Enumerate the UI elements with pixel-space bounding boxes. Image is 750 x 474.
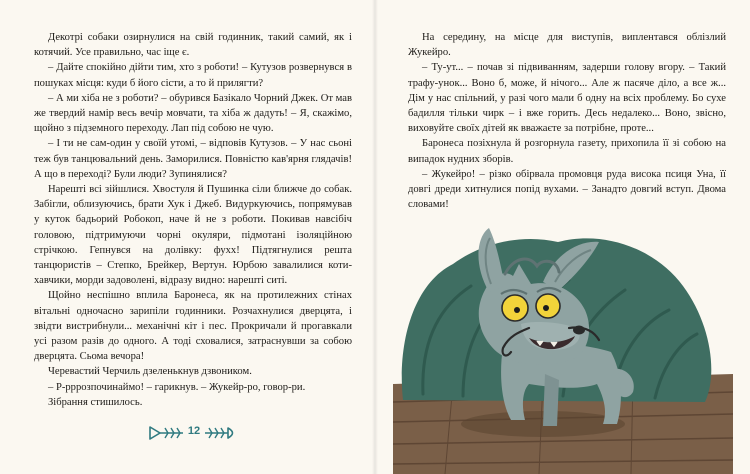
paragraph: Щойно неспішно вплила Баронеса, як на протилежних стінах вітальні одночасно зарипіли годинники. Розчахнулися дверцята, і звідти вистрибнули... механічні кіт і пес. Прокричали й прогавкали усі разом разів до одного. А тоді сховалися, затраснувши за собою дверцята. Сьома вечора! bbox=[34, 290, 352, 363]
dog-illustration bbox=[393, 224, 733, 474]
page-folio bbox=[148, 424, 238, 442]
paragraph: Нарешті всі зійшлися. Хвостуля й Пушинка сіли ближче до собак. Забігли, облизуючись, брати Хук і Джеб. Видуркуючись, попрямував у куток бадьорий Робокоп, наче й не з роботи. Покивав навсібіч головою, підтримуючи чорні окуляри, підмотані ізоляційною стрічкою. Гепнувся на долівку: фухх! Підтягнулися решта танцюристів – Степко, Брейкер, Вертун. Юрбою завалилися коти-хавчики, морди задоволені, відразу видно: нарешті ситі. bbox=[34, 184, 352, 287]
paragraph: – Дайте спокійно дійти тим, хто з роботи! – Кутузов розвернувся в пошуках місця: куди б його сісти, а то й прилягти? bbox=[34, 62, 352, 89]
paragraph: – Р-рррозпочинаймо! – гарикнув. – Жукейр-ро, говор-ри. bbox=[48, 381, 306, 393]
page-number: 12 bbox=[187, 425, 201, 437]
paragraph: Баронеса позіхнула й розгорнула газету, прихопила її зі собою на випадок нудних зборів. bbox=[408, 138, 726, 165]
paragraph: Зібрання стишилось. bbox=[48, 396, 143, 408]
paragraph: На середину, на місце для виступів, виплентався облізлий Жукейро. bbox=[408, 32, 726, 59]
paragraph: Черевастий Черчиль дзеленькнув дзвоником. bbox=[48, 366, 252, 378]
paragraph: – Ту-ут... – почав зі підвиванням, задерши голову вгору. – Такий трафу-унок... Воно б, може, й нічого... Але ж пасяче діло, а все ж... Дім у нас спільний, у разі чого мали б одну на всіх проблему. Бо сухе бадилля тільки чирк – і вже горить. Десь недалеко... Воно, звісно, виховуйте своїх дітей як вважаєте за потрібне, проте... bbox=[408, 62, 726, 135]
paragraph: – Жукейро! – різко обірвала промовця руда висока псиця Уна, її довгі дреди хитнулися попід вухами. – Занадто довгий вступ. Двома словами! bbox=[408, 168, 726, 211]
paragraph: Декотрі собаки озирнулися на свій годинник, такий самий, як і котячий. Усе правильно, час іще є. bbox=[34, 32, 352, 59]
right-page bbox=[375, 0, 750, 474]
paragraph: – І ти не сам-один у своїй утомі, – відповів Кутузов. – У нас сьоні теж був танцювальний день. Заморилися. Повністю кав'ярня глядачів! А що в переході? Були люди? Зупинялися? bbox=[34, 138, 352, 180]
paragraph: – А ми хіба не з роботи? – обурився Базікало Чорний Джек. От мав же твердий намір весь вечір мовчати, та хіба ж дадуть! – Я, скажімо, щойно з підземного переходу. Лап під собою не чую. bbox=[34, 92, 352, 135]
right-page-text bbox=[408, 30, 726, 212]
left-page-text bbox=[34, 30, 352, 410]
